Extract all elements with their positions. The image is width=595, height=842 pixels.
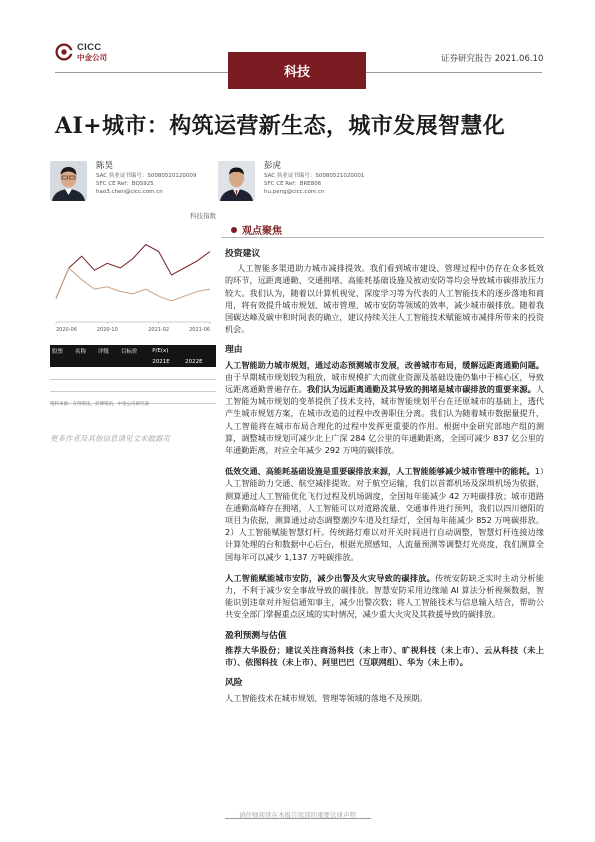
reason-paragraph-2	[225, 465, 544, 563]
main-content	[225, 248, 544, 713]
table-cell	[96, 379, 119, 391]
person-photo-icon	[218, 161, 255, 201]
x-tick-label: 2021-02	[148, 327, 170, 333]
bold-text: 低效交通、高能耗基础设施是重要碳排放来源，人工智能能够减少城市管理中的能耗。	[225, 466, 535, 477]
section-heading: 理由	[225, 345, 243, 356]
section-heading: 风险	[225, 678, 243, 689]
company-logo	[55, 41, 107, 63]
risk-paragraph: 人工智能技术在城市规划、管理等领域的落地不及预期。	[225, 692, 428, 703]
table-header-row	[50, 345, 216, 356]
avatar	[218, 161, 255, 201]
table-source-note: 资料来源：万得资讯，彭博资讯，中金公司研究部	[50, 402, 149, 407]
report-title: AI+城市：构筑运营新生态，城市发展智慧化	[55, 113, 506, 139]
chart-header-right: 科技指数	[190, 212, 216, 220]
more-info-note: 更多作者及其他信息请见文末披露页	[50, 434, 170, 443]
body-text: 由于早期城市规划较为粗放，城市规模扩大而就业资源及基础设施仍集中于核心区，导致远距离通勤普遍存在。	[225, 371, 544, 395]
table-cell	[119, 367, 150, 379]
viewpoint-title: 观点聚焦	[242, 226, 282, 237]
viewpoint-header	[231, 222, 282, 237]
table-row	[50, 379, 216, 391]
analyst-sac: SAC 执业证书编号：S0080520120009	[96, 173, 197, 179]
forecast-paragraph	[225, 644, 544, 668]
x-tick-label: 2020-10	[96, 327, 118, 333]
table-subheader-row	[50, 356, 216, 367]
table-cell	[73, 367, 96, 379]
sector-tab	[228, 52, 366, 89]
table-header-cell: 目标价	[119, 345, 150, 356]
analyst-email[interactable]: hao3.chen@cicc.com.cn	[96, 189, 163, 195]
table-cell	[183, 379, 216, 391]
bold-text: 推荐大华股份；建议关注商汤科技（未上市）、旷视科技（未上市）、云从科技（未上市）、依图科技（未上市）、阿里巴巴（互联网组）、华为（未上市）。	[225, 644, 544, 668]
footer-disclaimer[interactable]: 请仔细阅读在本报告尾部的重要法律声明	[239, 811, 356, 819]
analyst-name: 陈昊	[96, 161, 114, 171]
analyst-sfc: SFC CE Ref：BRE806	[264, 181, 322, 187]
logo-cn-text: 中金公司	[77, 53, 107, 62]
analyst-sfc: SFC CE Ref：BQS925	[96, 181, 154, 187]
person-photo-icon	[50, 161, 87, 201]
analyst-name: 彭虎	[264, 161, 282, 171]
table-cell	[183, 367, 216, 379]
logo-en-text: CICC	[77, 41, 102, 53]
analyst-card	[218, 161, 388, 201]
body-text: 人工智能为城市规划的变革提供了技术支持，城市智能规划平台在还原城市的基础上，透代产生城市规划方案，在城市改造的过程中改善职住分离。我们认为随着城市数据量提升，人工智能将在城市布局合理化的过程中发挥更重要的作用。根据中金研究部地产组的测算，调整城市规划可减少北上广深 284 亿公里的年通勤距离，全国可减少 837 亿公里的年通勤距离，对应全年减少 292 万吨的碳排放。	[225, 384, 544, 456]
table-cell	[73, 379, 96, 391]
table-cell	[50, 367, 73, 379]
x-tick-label: 2020-06	[56, 327, 77, 333]
table-header-cell	[183, 345, 216, 356]
table-cell	[150, 379, 183, 391]
viewpoint-divider	[221, 237, 544, 238]
table-header-cell	[50, 356, 73, 367]
section-heading: 盈利预测与估值	[225, 630, 287, 641]
table-header-cell: 股票	[50, 345, 73, 356]
bold-text: 我们认为远距离通勤及其导致的拥堵是城市碳排放的重要来源。	[306, 384, 536, 395]
table-cell	[96, 367, 119, 379]
table-header-cell: 2022E	[183, 356, 216, 367]
table-cell	[119, 379, 150, 391]
analyst-email[interactable]: hu.peng@cicc.com.cn	[264, 189, 325, 195]
table-header-cell: P/E(x)	[150, 345, 183, 356]
analyst-card	[50, 161, 220, 201]
x-tick-label: 2021-06	[189, 327, 210, 333]
table-cell	[50, 379, 73, 391]
footer-underline	[225, 818, 371, 819]
table-header-cell: 名称	[73, 345, 96, 356]
reason-paragraph-1	[225, 359, 544, 457]
stock-table	[50, 345, 216, 404]
table-cell	[150, 367, 183, 379]
table-row	[50, 367, 216, 379]
table-header-cell: 评级	[96, 345, 119, 356]
analyst-sac: SAC 执业证书编号：S0080521020001	[264, 173, 365, 179]
table-header-cell	[73, 356, 96, 367]
bold-text: 人工智能赋能城市安防，减少出警及火灾导致的碳排放。	[225, 572, 436, 583]
invest-paragraph: 人工智能多渠道助力城市减排提效。我们看到城市建设、管理过程中仍存在众多低效的环节，远距离通勤、交通拥堵、高能耗基础设施及被动安防等均会导致城市碳排放压力较大。我们认为，随着以计算机视觉、深度学习等为代表的人工智能技术的逐步落地和商用，将有效提升城市规划、城市管理、城市安防等领域的效率，减少城市碳排放。随着我国碳达峰及碳中和时间表的确立，建议持续关注人工智能技术赋能城市减排所带来的投资机会。	[225, 263, 544, 335]
reason-paragraph-3	[225, 572, 544, 621]
table-header-cell: 2021E	[150, 356, 183, 367]
report-type-date: 证券研究报告 2021.06.10	[441, 54, 544, 64]
table-header-cell	[119, 356, 150, 367]
body-text: 传统安防缺乏实时主动分析能力，不利于减少安全事故导致的碳排放。智慧安防采用边缘端 AI 算法分析视频数据，智能识别违章对并短信通知事主，减少出警次数；将人工智能技术与信息输入结合，帮助公共安全部门掌握重点区域的实时情况，减少重大火灾及其救援导致的碳排放。	[225, 572, 544, 620]
body-text: 1）人工智能助力交通、航空减排提效。对于航空运输，我们以首都机场及深圳机场为依据，测算通过人工智能优化飞行过程及机场调度，全国每年能减少 42 万吨碳排放；城市道路在通勤高峰存在拥堵，人工智能可以对道路流量、交通事件进行预判，我们以四川德阳的项目为依据，测算通过动态调整潮汐车道及红绿灯，全国每年能减少 852 万吨碳排放。2）人工智能赋能智慧灯杆。传统路灯难以对开关时间进行自动调整，智慧灯杆连接边缘计算处理的台和数据中心后台，根据光照感知、人流量预测等调整灯光亮度，我们测算全国每年可以减少 1,137 万吨碳排放。	[225, 466, 544, 562]
performance-chart	[50, 222, 216, 337]
avatar	[50, 161, 87, 201]
series-line-2	[56, 268, 210, 301]
bold-text: 人工智能助力城市规划，通过动态预测城市发展，改善城市布局，缓解远距离通勤问题。	[225, 359, 544, 370]
section-heading: 投资建议	[225, 249, 261, 259]
bullet-dot-icon	[231, 227, 237, 233]
series-line-1	[56, 245, 210, 299]
cicc-logo-icon	[55, 43, 73, 61]
table-header-cell	[96, 356, 119, 367]
performance-chart-block	[50, 211, 216, 337]
sector-label: 科技	[283, 65, 310, 80]
